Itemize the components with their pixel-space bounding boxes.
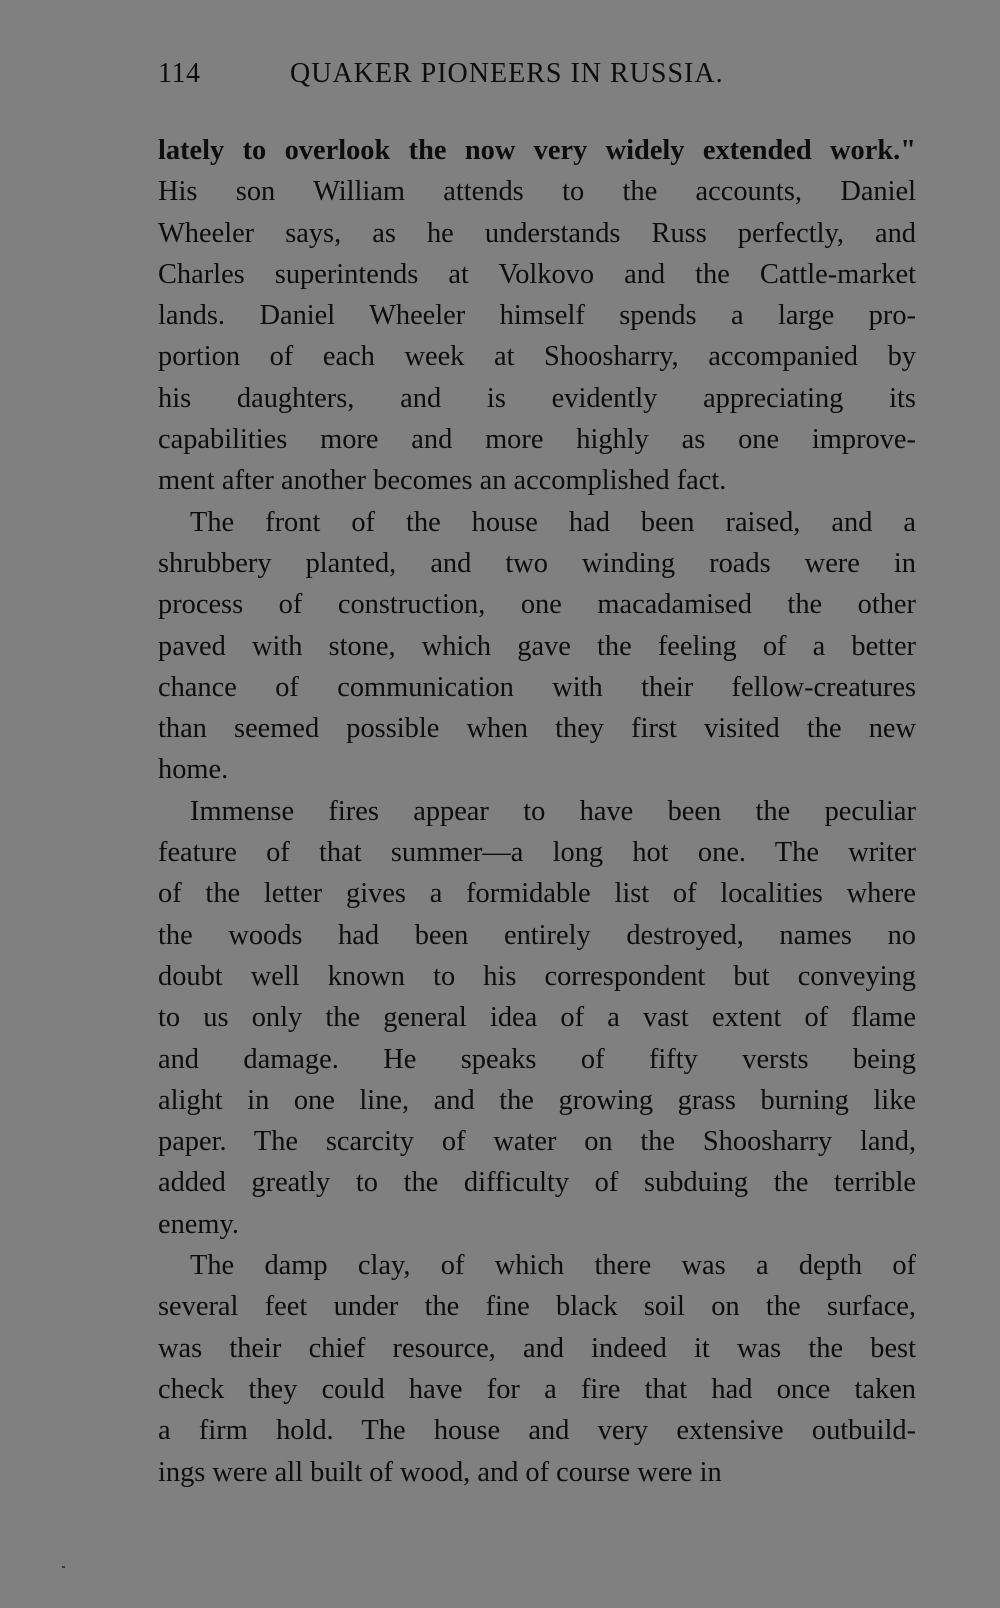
page-header — [158, 58, 916, 104]
paragraph — [158, 130, 916, 502]
text-line: several feet under the fine black soil on the surface, — [158, 1291, 916, 1323]
text-line: The front of the house had been raised, and a — [190, 506, 916, 538]
text-line: added greatly to the difficulty of subduing the terrible — [158, 1167, 916, 1199]
text-line: to us only the general idea of a vast extent of flame — [158, 1002, 916, 1034]
paragraph — [158, 1245, 916, 1493]
text-line: paved with stone, which gave the feeling of a better — [158, 630, 916, 662]
text-line: alight in one line, and the growing grass burning like — [158, 1084, 916, 1116]
text-line: Charles superintends at Volkovo and the Cattle-market — [158, 258, 916, 290]
text-line: paper. The scarcity of water on the Shoosharry land, — [158, 1126, 916, 1158]
paragraph — [158, 502, 916, 791]
text-line: shrubbery planted, and two winding roads were in — [158, 547, 916, 579]
paragraph — [158, 791, 916, 1245]
text-line: was their chief resource, and indeed it was the best — [158, 1332, 916, 1364]
text-line: his daughters, and is evidently appreciating its — [158, 382, 916, 414]
text-line: Immense fires appear to have been the peculiar — [190, 795, 916, 827]
text-line: Wheeler says, as he understands Russ perfectly, and — [158, 217, 916, 249]
text-line: and damage. He speaks of fifty versts being — [158, 1043, 916, 1075]
page-number: 114 — [158, 58, 201, 89]
text-line: home. — [158, 754, 229, 786]
text-line: the woods had been entirely destroyed, names no — [158, 919, 916, 951]
text-line: feature of that summer—a long hot one. The writer — [158, 837, 916, 869]
text-line: than seemed possible when they first visited the new — [158, 713, 916, 745]
text-line: ment after another becomes an accomplished fact. — [158, 465, 727, 497]
text-line: process of construction, one macadamised the other — [158, 589, 916, 621]
body-text — [158, 130, 916, 1493]
text-line: of the letter gives a formidable list of localities where — [158, 878, 916, 910]
text-line: enemy. — [158, 1208, 239, 1240]
text-line: a firm hold. The house and very extensive outbuild- — [158, 1415, 916, 1447]
text-line: lands. Daniel Wheeler himself spends a large pro- — [158, 300, 916, 332]
book-page — [158, 58, 916, 1493]
scan-speck — [62, 1566, 65, 1568]
text-line: The damp clay, of which there was a depth of — [190, 1250, 916, 1282]
text-line: chance of communication with their fellow-creatures — [158, 671, 916, 703]
running-title: QUAKER PIONEERS IN RUSSIA. — [290, 58, 724, 89]
text-line: doubt well known to his correspondent but conveying — [158, 960, 916, 992]
text-line: portion of each week at Shoosharry, accompanied by — [158, 341, 916, 373]
text-line: capabilities more and more highly as one improve- — [158, 424, 916, 456]
text-line: check they could have for a fire that had once taken — [158, 1373, 916, 1405]
text-line: lately to overlook the now very widely extended work." — [158, 135, 916, 166]
text-line: His son William attends to the accounts, Daniel — [158, 176, 916, 208]
text-line: ings were all built of wood, and of course were in — [158, 1456, 722, 1488]
